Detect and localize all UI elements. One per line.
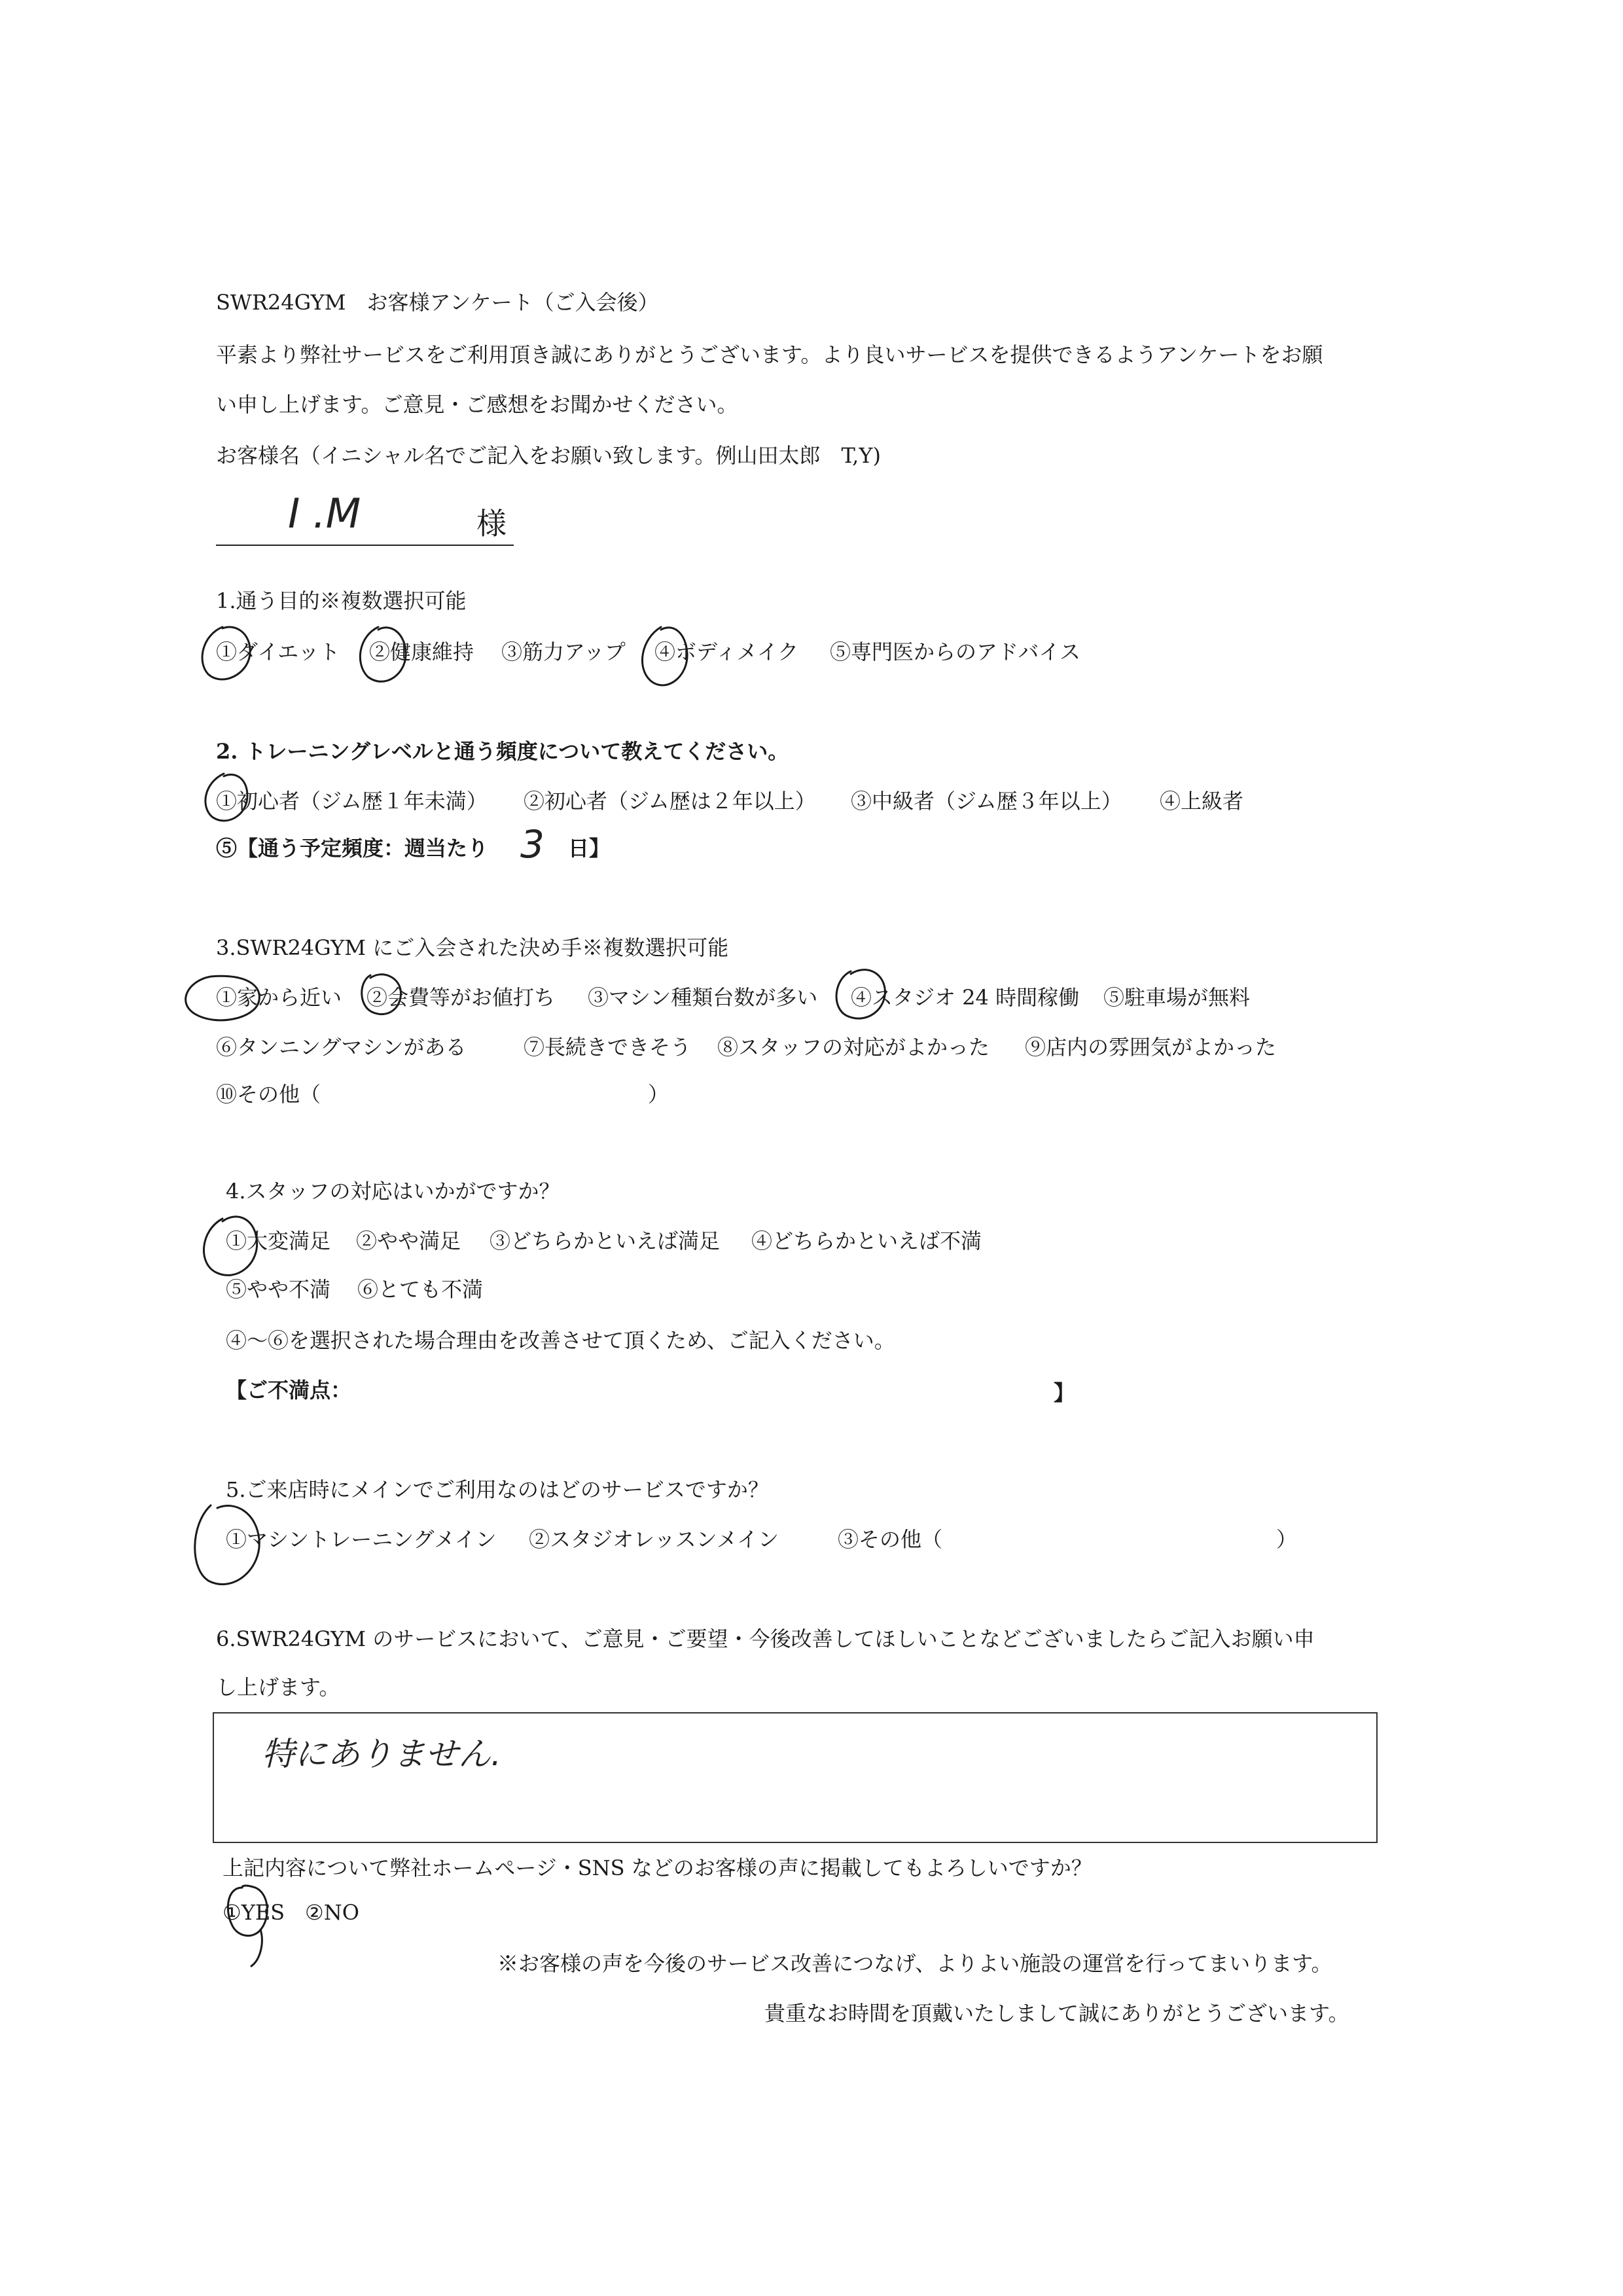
q4-title: 4.スタッフの対応はいかがですか？	[226, 1179, 560, 1204]
intro-text-line1: 平素より弊社サービスをご利用頂き誠にありがとうございます。より良いサービスを提供できるようアンケートをお願	[216, 342, 1323, 367]
q6-title-line2: し上げます。	[216, 1675, 340, 1700]
q3-option-8[interactable]: ⑧スタッフの対応がよかった	[717, 1035, 990, 1060]
q6-title-line1: 6.SWR24GYM のサービスにおいて、ご意見・ご要望・今後改善してほしいことなどございましたらご記入お願い申	[216, 1626, 1315, 1651]
footer-thanks: 貴重なお時間を頂戴いたしまして誠にありがとうございます。	[764, 2001, 1349, 2026]
q4-option-5[interactable]: ⑤やや不満	[226, 1277, 331, 1302]
q1-option-3[interactable]: ③筋力アップ	[501, 639, 626, 664]
q4-option-2[interactable]: ②やや満足	[356, 1229, 461, 1253]
q2-option-4[interactable]: ④上級者	[1160, 789, 1244, 814]
q3-option-4[interactable]: ④スタジオ 24 時間稼働	[851, 985, 1080, 1010]
q2-option-2[interactable]: ②初心者（ジム歴は２年以上）	[524, 789, 816, 814]
q2-option-1[interactable]: ①初心者（ジム歴１年未満）	[216, 789, 488, 814]
q4-option-1[interactable]: ①大変満足	[226, 1229, 331, 1253]
footer-note: ※お客様の声を今後のサービス改善につなげ、よりよい施設の運営を行ってまいります。	[497, 1951, 1332, 1976]
q3-option-7[interactable]: ⑦長続きできそう	[524, 1035, 692, 1060]
publish-question: 上記内容について弊社ホームページ・SNS などのお客様の声に掲載してもよろしいですか？	[223, 1856, 1092, 1880]
q1-option-2[interactable]: ②健康維持	[369, 639, 474, 664]
q2-frequency-unit: 日】	[568, 836, 611, 861]
survey-title: SWR24GYM お客様アンケート（ご入会後）	[216, 290, 659, 315]
publish-no-option[interactable]: ②NO	[305, 1900, 359, 1925]
q4-complaint-label: 【ご不満点：	[226, 1378, 352, 1403]
q4-complaint-close: 】	[1054, 1380, 1075, 1405]
q3-option-10[interactable]: ⑩その他（	[216, 1082, 321, 1107]
q2-frequency-value[interactable]: 3	[520, 822, 544, 867]
publish-yes-circle	[228, 1886, 267, 1966]
q4-option-3[interactable]: ③どちらかといえば満足	[490, 1229, 721, 1253]
q4-option-6[interactable]: ⑥とても不満	[357, 1277, 484, 1302]
q5-other-close: ）	[1276, 1527, 1298, 1552]
q4-complaint-field[interactable]	[357, 1374, 1050, 1403]
honorific-label: 様	[476, 506, 507, 541]
q5-option-1[interactable]: ①マシントレーニングメイン	[226, 1527, 497, 1552]
q2-option-3[interactable]: ③中級者（ジム歴３年以上）	[851, 789, 1122, 814]
q5-title: 5.ご来店時にメインでご利用なのはどのサービスですか？	[226, 1477, 769, 1502]
q3-option-2[interactable]: ②会費等がお値打ち	[366, 985, 556, 1010]
q3-title: 3.SWR24GYM にご入会された決め手※複数選択可能	[216, 935, 729, 960]
q3-option-5[interactable]: ⑤駐車場が無料	[1103, 985, 1251, 1010]
q1-option-4[interactable]: ④ボディメイク	[654, 639, 799, 664]
q3-option-6[interactable]: ⑥タンニングマシンがある	[216, 1035, 467, 1060]
q3-option-3[interactable]: ③マシン種類台数が多い	[588, 985, 818, 1010]
q1-option-5[interactable]: ⑤専門医からのアドバイス	[830, 639, 1081, 664]
publish-yes-option[interactable]: ①YES	[223, 1900, 285, 1925]
q4-option-4[interactable]: ④どちらかといえば不満	[751, 1229, 982, 1253]
q5-option-2[interactable]: ②スタジオレッスンメイン	[529, 1527, 779, 1552]
name-underline	[216, 545, 514, 546]
q2-title: 2. トレーニングレベルと通う頻度について教えてください。	[216, 739, 789, 764]
customer-initials[interactable]: I .M	[288, 490, 361, 537]
q1-title: 1.通う目的※複数選択可能	[216, 588, 467, 613]
q3-other-close: ）	[648, 1082, 669, 1107]
q4-reason-prompt: ④～⑥を選択された場合理由を改善させて頂くため、ご記入ください。	[226, 1328, 895, 1353]
q6-comment-answer: 特にありません.	[262, 1735, 501, 1773]
q5-option-3[interactable]: ③その他（	[838, 1527, 943, 1552]
q2-frequency-label: ⑤【通う予定頻度：週当たり	[216, 836, 489, 861]
q1-option-1[interactable]: ①ダイエット	[216, 639, 340, 664]
q3-option-9[interactable]: ⑨店内の雰囲気がよかった	[1025, 1035, 1277, 1060]
q3-option-1[interactable]: ①家から近い	[216, 985, 342, 1010]
intro-text-line2: い申し上げます。ご意見・ご感想をお聞かせください。	[216, 392, 738, 417]
name-prompt: お客様名（イニシャル名でご記入をお願い致します。例山田太郎 T,Y)	[216, 443, 881, 468]
